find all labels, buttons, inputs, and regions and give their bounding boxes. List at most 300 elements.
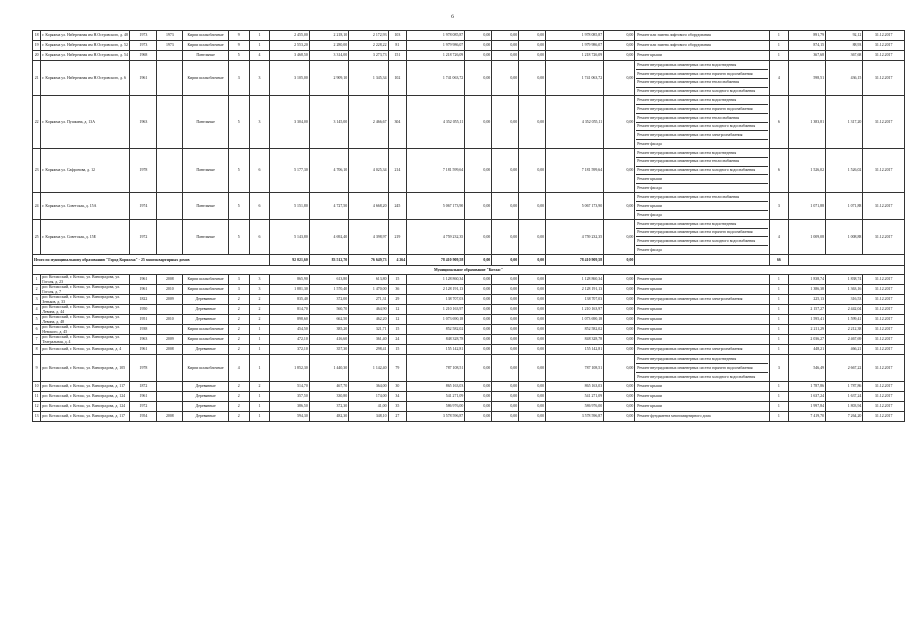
cell: 83 512,70 [309,255,348,266]
cell: 6 [770,96,789,149]
cell: Итого по муниципальному образованию "Город Коряжма" - 25 многоквартирных домов [33,255,270,266]
cell: 31.12.2017 [863,219,905,254]
cell: 9 [33,355,41,382]
cell: 1872 [130,381,157,391]
cell: 1 142,40 [349,355,388,382]
cell: 3 304,00 [270,96,309,149]
cell: 1 [249,355,270,382]
works-cell [635,391,770,401]
cell: 1 979 986,07 [407,41,465,51]
cell: 1972 [130,401,157,411]
cell: 0,00 [519,411,546,421]
cell: 0,00 [604,41,635,51]
cell: 1963 [130,335,157,345]
cell: 0,00 [604,275,635,285]
cell: 372,10 [270,345,309,355]
work-type: Ремонт крыши [637,307,662,312]
cell: 0,00 [492,148,519,192]
cell: 1 008,88 [826,219,863,254]
work-type: Ремонт или замена лифтового оборудования [637,43,711,48]
cell: 0,00 [519,325,546,335]
cell: 0,00 [604,295,635,305]
cell: 2 157,27 [788,305,825,315]
cell: 7 181 599,64 [407,148,465,192]
cell: 1 073 690,18 [546,315,604,325]
cell: 1 [770,275,789,285]
works-cell [635,31,770,41]
cell: 514,70 [270,381,309,391]
work-type: Ремонт крыши [637,287,662,292]
cell: Деревянные [183,381,229,391]
cell: 92,12 [826,31,863,41]
cell: 0,00 [492,219,519,254]
works-cell [635,381,770,391]
cell: 10 [33,381,41,391]
cell: 6 [249,192,270,219]
cell: Деревянные [183,391,229,401]
cell: 1973 [130,31,157,41]
cell: рос Котласский, г. Котлас, ул. Виноградова, д. 117 [41,381,130,391]
cell: 0,00 [604,51,635,61]
cell: 31.12.2017 [863,96,905,149]
cell: Панельные [183,148,229,192]
cell: 0,00 [519,355,546,382]
cell: 0,00 [492,255,519,266]
cell: 0,00 [604,148,635,192]
cell: 848 328,78 [546,335,604,345]
cell: 1 [770,345,789,355]
work-type: Ремонт внутридомовых инженерных систем холодного водоснабжения [636,122,768,131]
cell: 1 [770,295,789,305]
cell: 0,00 [519,315,546,325]
work-type: Ремонт крыши [637,277,662,282]
cell: 0,00 [465,345,492,355]
table-row [33,219,905,254]
cell: 1 317,20 [826,96,863,149]
cell: 0,00 [492,305,519,315]
cell: 1 997,84 [788,401,825,411]
cell: 0,00 [519,335,546,345]
cell: 1 [770,315,789,325]
cell: 357,50 [270,391,309,401]
work-type: Ремонт внутридомовых инженерных систем теплоснабжения [636,113,768,122]
cell: 0,00 [604,345,635,355]
cell: 0,00 [519,148,546,192]
cell: 31.12.2017 [863,411,905,421]
cell: 1 838,74 [788,275,825,285]
cell: 1 [770,325,789,335]
cell: рос Котласский, г. Котлас, ул. Виноградова, ул. Театральная, д. 4 [41,335,130,345]
cell: 0,00 [492,41,519,51]
cell: г. Коряжма ул. Набережная им Н.Островского, д. 48 [41,31,130,41]
cell: 6 [249,219,270,254]
cell: 0,00 [492,355,519,382]
works-cell [635,41,770,51]
cell: 560,70 [309,305,348,315]
cell: 2009 [157,295,183,305]
cell: 304 [388,96,407,149]
works-cell [635,335,770,345]
cell: 2 211,29 [788,325,825,335]
works-cell [635,315,770,325]
cell [157,96,183,149]
cell: рос Котласский, г. Котлас, ул. Виноградова, д. 124 [41,401,130,411]
cell: 0,00 [465,391,492,401]
cell: 2 036,27 [788,335,825,345]
work-type: Ремонт крыши [637,394,662,399]
cell: 787 108,51 [546,355,604,382]
cell: 1 852,30 [270,355,309,382]
cell: 7 264,20 [826,411,863,421]
work-type: Ремонт фасада [636,245,768,254]
cell: 7 [33,335,41,345]
cell: 9 [228,31,249,41]
cell: 1 979 986,07 [546,41,604,51]
cell: 3 [228,61,249,96]
cell: 372,30 [309,401,348,411]
cell: 0,00 [604,325,635,335]
work-type: Ремонт внутридомовых инженерных систем холодного водоснабжения [636,87,768,96]
cell: 814,70 [270,305,309,315]
cell: 2 [249,305,270,315]
cell: 0,00 [604,285,635,295]
cell: 0,00 [519,285,546,295]
cell: 1961 [130,391,157,401]
cell [157,148,183,192]
cell: 3 [249,285,270,295]
cell: 1950 [130,305,157,315]
cell: 2 [249,381,270,391]
cell: 5 [228,96,249,149]
work-type: Ремонт крыши [637,337,662,342]
table-row [33,285,905,295]
cell: 0,00 [465,355,492,382]
cell: 24 [388,335,407,345]
cell: 1 [770,391,789,401]
work-type: Ремонт внутридомовых инженерных систем холодного водоснабжения [636,236,768,245]
cell: 2 [228,391,249,401]
works-cell [635,401,770,411]
cell: Деревянные [183,411,229,421]
cell: 5 [228,148,249,192]
cell: 1 978 085,87 [407,31,465,41]
works-cell [635,192,770,219]
cell: 448,21 [788,345,825,355]
cell: 662,50 [309,315,348,325]
cell: 1 787,86 [788,381,825,391]
table-row [33,335,905,345]
cell: 4 706,10 [309,148,348,192]
cell: 0,00 [492,335,519,345]
table-row [33,275,905,285]
works-cell [635,219,770,254]
cell: 219 [388,219,407,254]
cell: 0,00 [465,401,492,411]
cell: 0,00 [519,51,546,61]
works-cell [635,345,770,355]
cell: 330,80 [309,391,348,401]
cell: 155 142,81 [546,345,604,355]
cell: 2 228,22 [349,41,388,51]
work-type: Ремонт внутридомовых инженерных систем водоотведения [637,356,737,361]
section-header [33,266,905,275]
cell: 1 345,34 [349,61,388,96]
cell: 31.12.2017 [863,305,905,315]
cell: 4 759 232,35 [407,219,465,254]
cell: 0,00 [604,335,635,345]
cell [157,219,183,254]
cell: 31.12.2017 [863,401,905,411]
cell: 0,00 [465,61,492,96]
cell: 31.12.2017 [863,355,905,382]
work-type: Ремонт внутридомовых инженерных систем горячего водоснабжения [636,363,768,372]
cell: 0,00 [492,51,519,61]
cell: 4 352 055,11 [546,96,604,149]
cell: Панельные [183,219,229,254]
cell: 2 667,22 [826,355,863,382]
cell: 15 [388,275,407,285]
cell: 79 [388,355,407,382]
cell [157,401,183,411]
cell: 0,00 [465,315,492,325]
cell: 2 218,10 [309,31,348,41]
cell: 1 [249,401,270,411]
cell: 6 [33,325,41,335]
cell: 1 803,94 [826,401,863,411]
cell: 9 [228,41,249,51]
cell: 0,00 [519,275,546,285]
cell: 22 [33,96,41,149]
cell: Кирпи шлакоблочные [183,355,229,382]
cell: 1 [249,41,270,51]
cell [157,355,183,382]
cell: 0,00 [604,381,635,391]
cell: 4 [33,305,41,315]
cell: 2 [249,315,270,325]
cell: 1 526,02 [788,148,825,192]
work-type: Ремонт внутридомовых инженерных систем электроснабжения [637,347,743,352]
cell: 0,00 [465,148,492,192]
cell: 8 [33,345,41,355]
cell: 2008 [157,345,183,355]
cell: 31.12.2017 [863,295,905,305]
cell: 2 [249,295,270,305]
cell: 2 280,00 [309,41,348,51]
cell: 3 [249,61,270,96]
cell: 0,00 [519,381,546,391]
cell: 0,00 [519,305,546,315]
cell: 586 976,00 [407,401,465,411]
cell: 0,00 [465,96,492,149]
cell: Деревянные [183,401,229,411]
cell: 4 264 [388,255,407,266]
cell: Кирпи шлакоблочные [183,335,229,345]
cell: 1 526,02 [826,148,863,192]
cell: 1 386,38 [788,285,825,295]
work-type: Ремонт внутридомовых инженерных систем горячего водоснабжения [636,69,768,78]
works-cell [635,61,770,96]
table-row [33,305,905,315]
cell: 0,00 [492,315,519,325]
cell: 5 [228,51,249,61]
cell: рос Котласский, г. Котлас, ул. Виноградова, ул. Гоголя, д. 23 [41,275,130,285]
cell: 4 668,20 [349,192,388,219]
table-row [33,401,905,411]
work-type: Ремонт внутридомовых инженерных систем холодного водоснабжения [636,166,768,175]
cell: 1951 [130,315,157,325]
cell: 0,00 [492,61,519,96]
cell: 138 707,03 [546,295,604,305]
table-row [33,411,905,421]
cell: 0,00 [604,401,635,411]
cell: 361,40 [349,335,388,345]
cell: 0,00 [604,219,635,254]
cell: 36 [388,285,407,295]
cell: 13 [33,411,41,421]
cell: 0,00 [465,381,492,391]
cell: 0,00 [604,355,635,382]
cell: 1954 [130,411,157,421]
cell: г. Коряжма ул. Пушкина, д. 13А [41,96,130,149]
cell: 35 [388,401,407,411]
cell: 0,00 [465,325,492,335]
cell: Кирпи шлакоблочные [183,285,229,295]
cell: 0,00 [604,411,635,421]
cell: 1 073 690,18 [407,315,465,325]
cell: 0,00 [604,315,635,325]
cell: 541 271,09 [407,391,465,401]
cell: 31.12.2017 [863,192,905,219]
work-type: Ремонт внутридомовых инженерных систем теплоснабжения [636,157,768,166]
cell: рос Котласский, г. Котлас, ул. Виноградова, ул. Зеньков, д. 33 [41,295,130,305]
cell: Кирпи шлакоблочные [183,41,229,51]
cell: 0,00 [492,391,519,401]
cell: 1968 [130,51,157,61]
work-type: Ремонт крыши [637,384,662,389]
cell: 5 067 173,90 [407,192,465,219]
cell: Панельные [183,192,229,219]
cell: 0,00 [465,275,492,285]
cell: 1 [249,335,270,345]
cell: 4 759 232,35 [546,219,604,254]
cell: 1 383,81 [788,96,825,149]
cell: 1822 [130,295,157,305]
cell: 0,00 [492,411,519,421]
cell: 271,31 [349,295,388,305]
cell: 0,00 [465,411,492,421]
cell: 12 [388,305,407,315]
work-type: Ремонт фундамента многоквартирного дома [637,414,711,419]
cell: 1 741 063,72 [407,61,465,96]
cell: 1 [249,391,270,401]
cell: 31.12.2017 [863,61,905,96]
cell: 4 692,40 [309,219,348,254]
cell: 2 [228,315,249,325]
cell: 78 410 909,58 [546,255,604,266]
cell: 1 218 726,09 [407,51,465,61]
cell: 1 [770,305,789,315]
work-type: Ремонт внутридомовых инженерных систем горячего водоснабжения [636,104,768,113]
cell: 0,00 [519,345,546,355]
work-type: Ремонт крыши [637,317,662,322]
cell: Панельные [183,96,229,149]
cell: 2010 [157,285,183,295]
cell: 0,00 [492,275,519,285]
works-cell [635,295,770,305]
cell: 5 143,80 [270,219,309,254]
cell [157,61,183,96]
cell: 30 [388,381,407,391]
cell: 102 [388,61,407,96]
cell: 316,53 [826,295,863,305]
cell: 586 976,00 [546,401,604,411]
cell: 436,15 [826,61,863,96]
work-type: Ремонт крыши [637,327,662,332]
cell: 3 273,73 [349,51,388,61]
cell: 3 [249,96,270,149]
cell: рос Котласский, г. Котлас, ул. Виноградова, д. 124 [41,391,130,401]
cell: 0,00 [604,255,635,266]
cell: 0,00 [492,192,519,219]
cell: 0,00 [519,401,546,411]
cell: 321,71 [349,325,388,335]
cell: 1 570,40 [309,285,348,295]
cell: 78 410 909,58 [407,255,465,266]
page-number: 6 [451,14,454,20]
cell: 1938 [130,325,157,335]
works-cell [635,411,770,421]
cell: 1 599,41 [826,315,863,325]
cell: 0,00 [519,255,546,266]
cell: 88,93 [826,41,863,51]
cell: 1 [770,285,789,295]
cell: 7 181 599,64 [546,148,604,192]
work-type: Ремонт внутридомовых инженерных систем водоотведения [637,221,737,226]
work-type: Ремонт внутридомовых инженерных систем электроснабжения [636,130,768,139]
cell: 25 [33,219,41,254]
cell: 367,68 [788,51,825,61]
cell: 66 [770,255,789,266]
cell: 6 [770,148,789,192]
cell: 865 163,03 [546,381,604,391]
cell: 1963 [130,96,157,149]
works-cell [635,305,770,315]
works-cell [635,355,770,382]
table-row [33,61,905,96]
cell: 1 838,74 [826,275,863,285]
cell: 1 637,24 [826,391,863,401]
repair-register-table [32,30,905,422]
cell: 151 [388,51,407,61]
cell: 0,00 [465,335,492,345]
cell [788,255,904,266]
cell: 0,00 [519,219,546,254]
cell: г. Коряжма ул. Советская, д. 15А [41,192,130,219]
cell: 0,00 [519,192,546,219]
cell: 1 [249,31,270,41]
cell: рос Котласский, г. Котлас, ул. Виноградова, д. 105 [41,355,130,382]
cell: 31.12.2017 [863,315,905,325]
cell: г. Коряжма ул. Советская, д. 15Е [41,219,130,254]
cell: 4 727,50 [309,192,348,219]
cell: 1961 [130,285,157,295]
work-type: Ремонт внутридомовых инженерных систем водоотведения [637,98,737,103]
table-row [33,381,905,391]
cell: 1 595,41 [788,315,825,325]
cell: 0,00 [465,192,492,219]
cell: 367,68 [826,51,863,61]
cell: 21 [33,61,41,96]
